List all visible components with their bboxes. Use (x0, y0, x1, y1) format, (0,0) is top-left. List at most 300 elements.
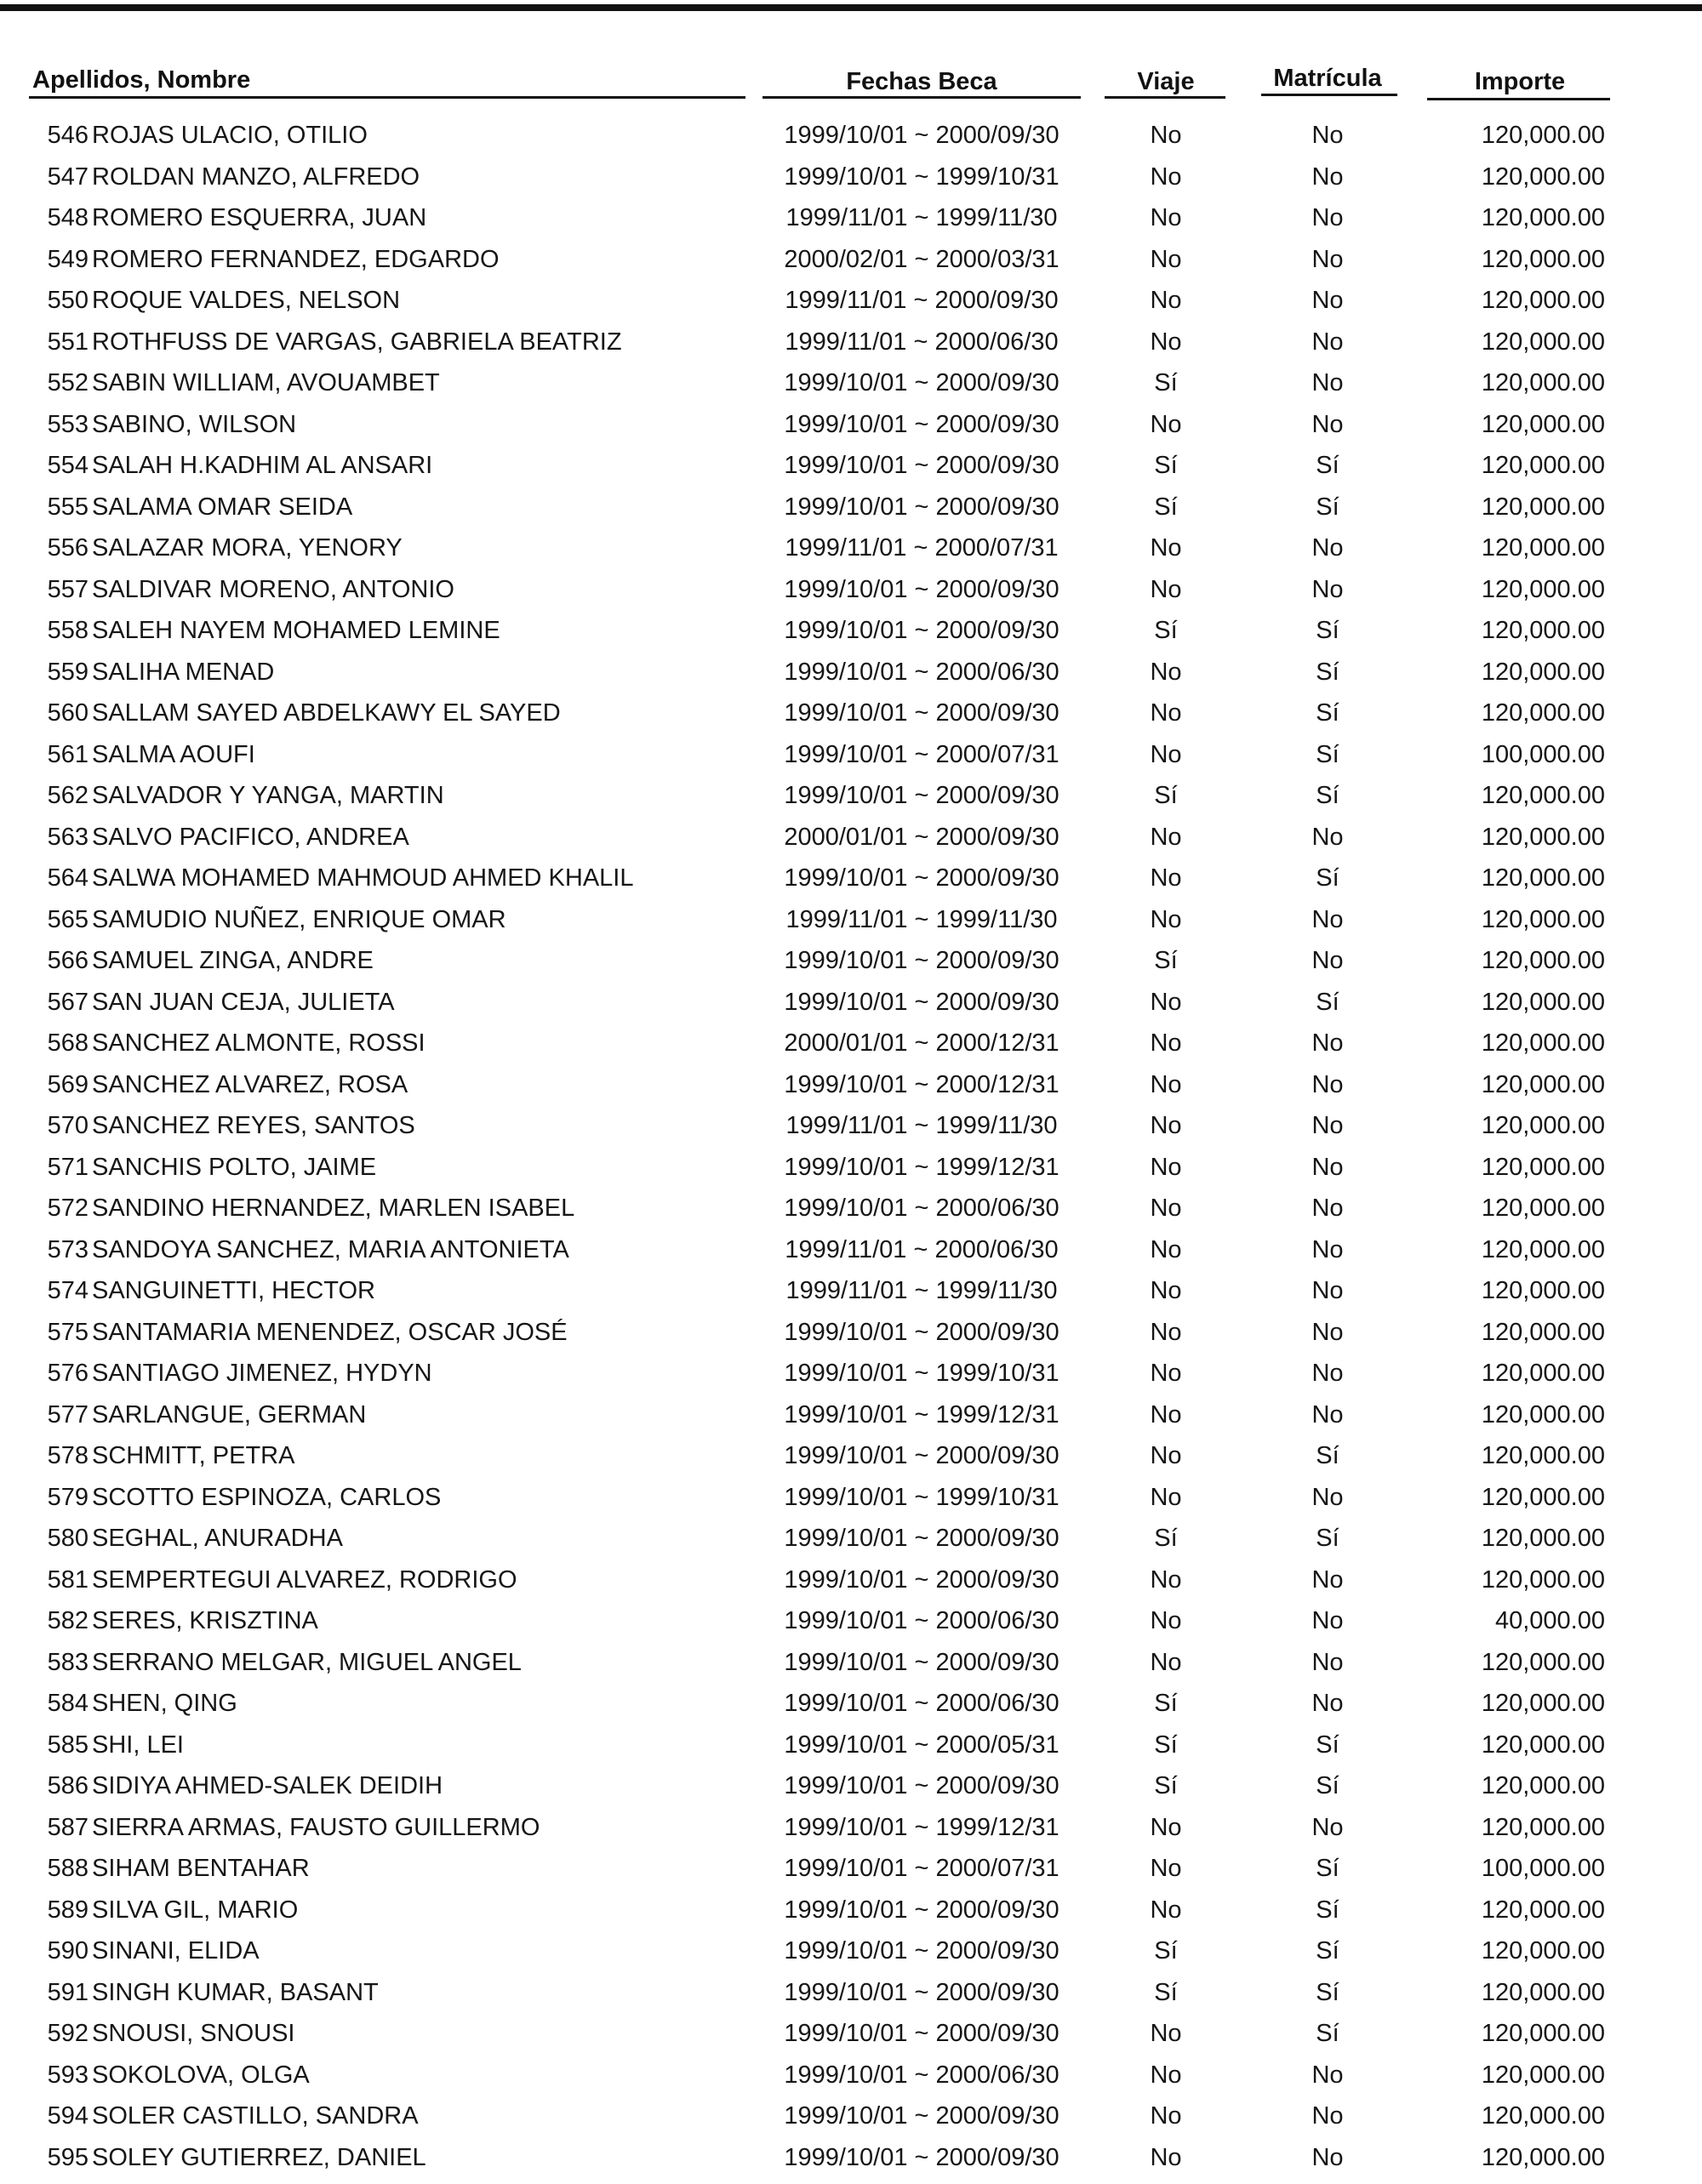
row-viaje: No (1150, 287, 1182, 314)
table-row (0, 1891, 1702, 1933)
row-dates: 1999/11/01 ~ 1999/11/30 (785, 1112, 1058, 1139)
row-viaje: No (1150, 1112, 1182, 1139)
row-number: 588 (47, 1855, 89, 1882)
row-importe: 120,000.00 (1481, 1525, 1605, 1552)
row-number: 586 (47, 1772, 89, 1799)
row-matricula: No (1311, 1565, 1344, 1594)
row-importe: 120,000.00 (1481, 1400, 1605, 1428)
row-number: 558 (47, 617, 89, 644)
row-dates: 1999/10/01 ~ 2000/06/30 (784, 1195, 1059, 1222)
row-importe: 120,000.00 (1481, 122, 1605, 149)
row-number: 594 (47, 2102, 89, 2130)
row-dates: 1999/10/01 ~ 2000/09/30 (784, 1442, 1059, 1469)
row-number: 578 (47, 1442, 89, 1469)
row-matricula: No (1311, 287, 1344, 314)
table-row (0, 529, 1702, 571)
row-name: ROMERO ESQUERRA, JUAN (92, 204, 427, 231)
table-row (0, 1479, 1702, 1520)
table-row (0, 1396, 1702, 1438)
row-dates: 1999/11/01 ~ 2000/09/30 (785, 287, 1059, 314)
row-importe: 120,000.00 (1481, 2020, 1605, 2047)
table-row (0, 1149, 1702, 1190)
row-dates: 1999/10/01 ~ 1999/12/31 (784, 1153, 1059, 1181)
table-row (0, 1602, 1702, 1644)
header-underline-name (29, 96, 745, 99)
row-name: SCHMITT, PETRA (92, 1442, 295, 1469)
row-importe: 120,000.00 (1481, 617, 1605, 644)
row-name: SALEH NAYEM MOHAMED LEMINE (92, 617, 500, 644)
row-number: 569 (47, 1070, 89, 1098)
row-viaje: No (1150, 1195, 1182, 1222)
row-dates: 1999/10/01 ~ 2000/05/31 (784, 1731, 1059, 1759)
row-viaje: No (1150, 1153, 1182, 1181)
row-dates: 1999/10/01 ~ 2000/09/30 (784, 1978, 1059, 2006)
row-number: 549 (47, 245, 89, 273)
row-matricula: No (1311, 1070, 1344, 1098)
row-number: 587 (47, 1813, 89, 1841)
table-row (0, 859, 1702, 901)
row-dates: 1999/10/01 ~ 2000/09/30 (784, 452, 1059, 479)
row-dates: 1999/10/01 ~ 2000/09/30 (784, 410, 1059, 438)
row-matricula: Sí (1316, 1896, 1339, 1924)
row-matricula: Sí (1316, 658, 1339, 686)
row-viaje: Sí (1154, 1731, 1178, 1759)
row-viaje: No (1150, 864, 1182, 892)
row-number: 570 (47, 1112, 89, 1139)
row-importe: 120,000.00 (1481, 1318, 1605, 1346)
row-viaje: Sí (1154, 947, 1178, 974)
row-number: 566 (47, 947, 89, 974)
row-name: SANCHEZ ALMONTE, ROSSI (92, 1029, 426, 1057)
row-name: SABINO, WILSON (92, 410, 297, 438)
table-row (0, 447, 1702, 488)
row-viaje: Sí (1154, 1937, 1178, 1964)
row-name: ROTHFUSS DE VARGAS, GABRIELA BEATRIZ (92, 328, 622, 356)
row-dates: 1999/10/01 ~ 2000/09/30 (784, 782, 1059, 809)
row-dates: 1999/10/01 ~ 2000/09/30 (784, 122, 1059, 149)
row-matricula: No (1311, 947, 1344, 974)
row-viaje: No (1150, 1235, 1182, 1263)
row-importe: 120,000.00 (1481, 1277, 1605, 1304)
table-row (0, 1066, 1702, 1108)
row-importe: 120,000.00 (1481, 1731, 1605, 1759)
row-name: SANGUINETTI, HECTOR (92, 1277, 375, 1304)
row-number: 553 (47, 410, 89, 438)
row-name: ROQUE VALDES, NELSON (92, 287, 401, 314)
row-number: 562 (47, 782, 89, 809)
row-viaje: No (1150, 1483, 1182, 1511)
row-importe: 120,000.00 (1481, 1360, 1605, 1387)
row-name: SANTAMARIA MENENDEZ, OSCAR JOSÉ (92, 1318, 568, 1346)
row-name: SANTIAGO JIMENEZ, HYDYN (92, 1360, 432, 1387)
row-matricula: Sí (1316, 493, 1339, 521)
row-name: SALLAM SAYED ABDELKAWY EL SAYED (92, 699, 561, 727)
header-underline-importe (1427, 98, 1610, 100)
row-name: SALMA AOUFI (92, 740, 255, 768)
row-importe: 120,000.00 (1481, 287, 1605, 314)
row-dates: 1999/10/01 ~ 2000/09/30 (784, 947, 1059, 974)
row-importe: 120,000.00 (1481, 204, 1605, 231)
row-name: ROLDAN MANZO, ALFREDO (92, 163, 420, 191)
row-dates: 1999/10/01 ~ 2000/09/30 (784, 1565, 1059, 1594)
row-importe: 120,000.00 (1481, 947, 1605, 974)
row-name: SALDIVAR MORENO, ANTONIO (92, 575, 454, 603)
row-matricula: No (1311, 1690, 1344, 1717)
table-row (0, 1520, 1702, 1561)
row-dates: 2000/01/01 ~ 2000/09/30 (784, 823, 1059, 851)
row-importe: 120,000.00 (1481, 1937, 1605, 1964)
row-matricula: Sí (1316, 1978, 1339, 2006)
row-dates: 1999/10/01 ~ 2000/06/30 (784, 2061, 1059, 2089)
row-dates: 1999/10/01 ~ 1999/10/31 (784, 163, 1059, 191)
row-name: SIERRA ARMAS, FAUSTO GUILLERMO (92, 1813, 540, 1841)
row-dates: 2000/02/01 ~ 2000/03/31 (784, 245, 1059, 273)
row-number: 546 (47, 122, 89, 149)
row-importe: 120,000.00 (1481, 452, 1605, 479)
row-importe: 120,000.00 (1481, 1442, 1605, 1469)
row-matricula: No (1311, 2143, 1344, 2171)
row-importe: 120,000.00 (1481, 245, 1605, 273)
row-number: 577 (47, 1400, 89, 1428)
table-row (0, 1809, 1702, 1850)
row-dates: 1999/10/01 ~ 2000/09/30 (784, 864, 1059, 892)
row-viaje: No (1150, 328, 1182, 356)
row-matricula: Sí (1316, 864, 1339, 892)
row-dates: 1999/10/01 ~ 2000/09/30 (784, 1937, 1059, 1964)
row-viaje: No (1150, 163, 1182, 191)
row-viaje: No (1150, 2061, 1182, 2089)
table-row (0, 571, 1702, 613)
row-number: 552 (47, 369, 89, 396)
row-matricula: Sí (1316, 699, 1339, 727)
row-name: SALIHA MENAD (92, 658, 275, 686)
row-dates: 1999/10/01 ~ 2000/07/31 (784, 1855, 1059, 1882)
row-viaje: No (1150, 1277, 1182, 1304)
row-importe: 120,000.00 (1481, 1483, 1605, 1511)
row-viaje: No (1150, 1648, 1182, 1676)
row-viaje: Sí (1154, 1978, 1178, 2006)
row-matricula: No (1311, 1483, 1344, 1511)
row-dates: 1999/10/01 ~ 2000/09/30 (784, 575, 1059, 603)
row-dates: 1999/10/01 ~ 2000/09/30 (784, 1318, 1059, 1346)
table-row (0, 1272, 1702, 1314)
row-dates: 1999/10/01 ~ 2000/12/31 (784, 1070, 1059, 1098)
row-number: 590 (47, 1937, 89, 1964)
row-matricula: No (1311, 410, 1344, 438)
row-name: SIDIYA AHMED-SALEK DEIDIH (92, 1772, 443, 1799)
table-row (0, 1726, 1702, 1768)
row-matricula: Sí (1316, 1731, 1339, 1759)
row-matricula: No (1311, 1648, 1344, 1676)
table-row (0, 117, 1702, 158)
row-number: 574 (47, 1277, 89, 1304)
header-underline-viaje (1105, 96, 1225, 99)
row-number: 561 (47, 740, 89, 768)
row-name: SALAMA OMAR SEIDA (92, 493, 353, 521)
row-number: 564 (47, 864, 89, 892)
row-viaje: No (1150, 988, 1182, 1016)
table-row (0, 1644, 1702, 1685)
row-dates: 1999/10/01 ~ 2000/09/30 (784, 1525, 1059, 1552)
row-name: SIHAM BENTAHAR (92, 1855, 310, 1882)
row-name: SALWA MOHAMED MAHMOUD AHMED KHALIL (92, 864, 634, 892)
row-matricula: No (1311, 369, 1344, 396)
row-number: 559 (47, 658, 89, 686)
row-number: 582 (47, 1607, 89, 1634)
row-name: SILVA GIL, MARIO (92, 1896, 299, 1924)
table-row (0, 942, 1702, 984)
row-number: 584 (47, 1690, 89, 1717)
row-importe: 120,000.00 (1481, 1153, 1605, 1181)
table-row (0, 199, 1702, 241)
row-viaje: No (1150, 740, 1182, 768)
row-matricula: Sí (1316, 1937, 1339, 1964)
row-matricula: No (1311, 2102, 1344, 2130)
row-name: SANDINO HERNANDEZ, MARLEN ISABEL (92, 1195, 575, 1222)
row-dates: 1999/11/01 ~ 2000/07/31 (785, 534, 1059, 562)
table-header (0, 0, 1702, 111)
row-name: SCOTTO ESPINOZA, CARLOS (92, 1483, 442, 1511)
row-number: 547 (47, 163, 89, 191)
header-dates: Fechas Beca (846, 68, 997, 95)
row-number: 568 (47, 1029, 89, 1057)
row-dates: 1999/10/01 ~ 2000/06/30 (784, 1690, 1059, 1717)
row-importe: 120,000.00 (1481, 2143, 1605, 2171)
row-importe: 120,000.00 (1481, 864, 1605, 892)
row-name: SARLANGUE, GERMAN (92, 1400, 367, 1428)
row-viaje: No (1150, 1607, 1182, 1634)
table-row (0, 1024, 1702, 1066)
row-viaje: No (1150, 658, 1182, 686)
row-matricula: No (1311, 1813, 1344, 1841)
row-matricula: No (1311, 122, 1344, 149)
row-name: SHI, LEI (92, 1731, 184, 1759)
row-dates: 1999/10/01 ~ 2000/07/31 (784, 740, 1059, 768)
row-name: SANCHEZ REYES, SANTOS (92, 1112, 415, 1139)
row-dates: 1999/11/01 ~ 1999/11/30 (785, 1277, 1058, 1304)
row-viaje: No (1150, 1318, 1182, 1346)
row-number: 560 (47, 699, 89, 727)
row-name: SABIN WILLIAM, AVOUAMBET (92, 369, 440, 396)
row-matricula: No (1311, 204, 1344, 231)
row-matricula: Sí (1316, 988, 1339, 1016)
table-row (0, 1974, 1702, 2016)
row-name: SAMUDIO NUÑEZ, ENRIQUE OMAR (92, 905, 506, 933)
row-importe: 100,000.00 (1481, 1855, 1605, 1882)
row-matricula: No (1311, 1112, 1344, 1139)
row-name: SOLEY GUTIERREZ, DANIEL (92, 2143, 426, 2171)
row-importe: 120,000.00 (1481, 493, 1605, 521)
row-viaje: No (1150, 410, 1182, 438)
row-number: 589 (47, 1896, 89, 1924)
table-row (0, 1767, 1702, 1809)
table-row (0, 323, 1702, 365)
row-dates: 1999/10/01 ~ 2000/09/30 (784, 2020, 1059, 2047)
table-row (0, 1932, 1702, 1974)
row-matricula: Sí (1316, 740, 1339, 768)
row-number: 593 (47, 2061, 89, 2089)
row-viaje: No (1150, 1855, 1182, 1882)
row-importe: 120,000.00 (1481, 2102, 1605, 2130)
row-importe: 120,000.00 (1481, 410, 1605, 438)
row-viaje: No (1150, 1360, 1182, 1387)
row-dates: 1999/10/01 ~ 2000/09/30 (784, 1896, 1059, 1924)
row-matricula: No (1311, 1607, 1344, 1634)
row-importe: 120,000.00 (1481, 699, 1605, 727)
row-viaje: No (1150, 575, 1182, 603)
row-number: 557 (47, 575, 89, 603)
table-row (0, 901, 1702, 943)
row-viaje: No (1150, 1029, 1182, 1057)
row-matricula: No (1311, 1235, 1344, 1263)
row-dates: 1999/10/01 ~ 2000/09/30 (784, 617, 1059, 644)
row-number: 585 (47, 1731, 89, 1759)
row-importe: 120,000.00 (1481, 1690, 1605, 1717)
row-matricula: No (1311, 1153, 1344, 1181)
row-importe: 120,000.00 (1481, 1070, 1605, 1098)
row-dates: 1999/11/01 ~ 2000/06/30 (785, 1235, 1059, 1263)
table-row (0, 1685, 1702, 1726)
table-row (0, 1850, 1702, 1891)
row-viaje: Sí (1154, 369, 1178, 396)
row-name: SAMUEL ZINGA, ANDRE (92, 947, 374, 974)
row-number: 571 (47, 1153, 89, 1181)
row-matricula: No (1311, 245, 1344, 273)
row-number: 581 (47, 1565, 89, 1594)
table-row (0, 984, 1702, 1025)
table-row (0, 1107, 1702, 1149)
row-number: 565 (47, 905, 89, 933)
row-number: 548 (47, 204, 89, 231)
row-name: ROMERO FERNANDEZ, EDGARDO (92, 245, 500, 273)
row-number: 556 (47, 534, 89, 562)
row-name: SANCHEZ ALVAREZ, ROSA (92, 1070, 408, 1098)
table-row (0, 818, 1702, 860)
row-name: SALVO PACIFICO, ANDREA (92, 823, 409, 851)
row-importe: 100,000.00 (1481, 740, 1605, 768)
row-dates: 1999/10/01 ~ 2000/09/30 (784, 369, 1059, 396)
row-importe: 120,000.00 (1481, 1112, 1605, 1139)
row-matricula: Sí (1316, 452, 1339, 479)
row-viaje: No (1150, 2102, 1182, 2130)
row-dates: 1999/10/01 ~ 2000/09/30 (784, 988, 1059, 1016)
row-name: SAN JUAN CEJA, JULIETA (92, 988, 395, 1016)
table-body (0, 117, 1702, 2180)
row-matricula: Sí (1316, 617, 1339, 644)
row-dates: 1999/10/01 ~ 2000/06/30 (784, 658, 1059, 686)
row-number: 575 (47, 1318, 89, 1346)
row-importe: 120,000.00 (1481, 658, 1605, 686)
row-importe: 120,000.00 (1481, 2061, 1605, 2089)
row-viaje: No (1150, 823, 1182, 851)
header-matricula: Matrícula (1273, 65, 1382, 92)
table-row (0, 406, 1702, 448)
table-row (0, 364, 1702, 406)
row-viaje: No (1150, 1400, 1182, 1428)
row-matricula: No (1311, 575, 1344, 603)
row-viaje: No (1150, 2143, 1182, 2171)
row-viaje: No (1150, 245, 1182, 273)
row-importe: 120,000.00 (1481, 1235, 1605, 1263)
row-number: 579 (47, 1483, 89, 1511)
table-row (0, 1437, 1702, 1479)
row-dates: 1999/10/01 ~ 2000/09/30 (784, 1772, 1059, 1799)
row-importe: 120,000.00 (1481, 1896, 1605, 1924)
row-name: SERRANO MELGAR, MIGUEL ANGEL (92, 1648, 522, 1676)
row-name: SALVADOR Y YANGA, MARTIN (92, 782, 444, 809)
row-viaje: No (1150, 1565, 1182, 1594)
row-importe: 120,000.00 (1481, 1565, 1605, 1594)
table-row (0, 2015, 1702, 2056)
row-viaje: No (1150, 534, 1182, 562)
row-importe: 120,000.00 (1481, 369, 1605, 396)
row-viaje: Sí (1154, 1690, 1178, 1717)
row-number: 576 (47, 1360, 89, 1387)
table-row (0, 241, 1702, 282)
row-importe: 120,000.00 (1481, 905, 1605, 933)
row-importe: 120,000.00 (1481, 575, 1605, 603)
row-matricula: No (1311, 1029, 1344, 1057)
row-number: 554 (47, 452, 89, 479)
row-dates: 1999/10/01 ~ 2000/09/30 (784, 493, 1059, 521)
row-importe: 120,000.00 (1481, 163, 1605, 191)
row-matricula: No (1311, 1360, 1344, 1387)
row-importe: 120,000.00 (1481, 1029, 1605, 1057)
header-name: Apellidos, Nombre (32, 66, 251, 94)
row-name: SALAZAR MORA, YENORY (92, 534, 403, 562)
row-name: SANDOYA SANCHEZ, MARIA ANTONIETA (92, 1235, 569, 1263)
row-viaje: No (1150, 699, 1182, 727)
row-viaje: No (1150, 2020, 1182, 2047)
row-viaje: Sí (1154, 1772, 1178, 1799)
row-name: SANCHIS POLTO, JAIME (92, 1153, 377, 1181)
row-dates: 2000/01/01 ~ 2000/12/31 (784, 1029, 1059, 1057)
row-matricula: Sí (1316, 1525, 1339, 1552)
table-row (0, 777, 1702, 818)
table-row (0, 158, 1702, 200)
header-importe: Importe (1474, 68, 1566, 95)
row-viaje: No (1150, 122, 1182, 149)
table-row (0, 612, 1702, 653)
row-dates: 1999/10/01 ~ 1999/10/31 (784, 1483, 1059, 1511)
row-name: SOKOLOVA, OLGA (92, 2061, 310, 2089)
row-viaje: No (1150, 204, 1182, 231)
row-dates: 1999/10/01 ~ 1999/12/31 (784, 1400, 1059, 1428)
row-viaje: No (1150, 1896, 1182, 1924)
table-row (0, 1231, 1702, 1273)
row-dates: 1999/10/01 ~ 1999/12/31 (784, 1813, 1059, 1841)
row-viaje: Sí (1154, 452, 1178, 479)
row-matricula: No (1311, 1195, 1344, 1222)
row-importe: 120,000.00 (1481, 988, 1605, 1016)
row-dates: 1999/10/01 ~ 1999/10/31 (784, 1360, 1059, 1387)
row-dates: 1999/10/01 ~ 2000/09/30 (784, 2102, 1059, 2130)
row-matricula: Sí (1316, 1772, 1339, 1799)
table-row (0, 2056, 1702, 2098)
row-name: SEMPERTEGUI ALVAREZ, RODRIGO (92, 1565, 517, 1594)
row-matricula: No (1311, 823, 1344, 851)
row-matricula: No (1311, 1318, 1344, 1346)
row-matricula: No (1311, 2061, 1344, 2089)
row-importe: 120,000.00 (1481, 1813, 1605, 1841)
row-viaje: Sí (1154, 617, 1178, 644)
row-name: SERES, KRISZTINA (92, 1607, 318, 1634)
row-number: 563 (47, 823, 89, 851)
row-importe: 120,000.00 (1481, 782, 1605, 809)
row-importe: 120,000.00 (1481, 823, 1605, 851)
row-dates: 1999/11/01 ~ 1999/11/30 (785, 204, 1058, 231)
row-matricula: No (1311, 328, 1344, 356)
